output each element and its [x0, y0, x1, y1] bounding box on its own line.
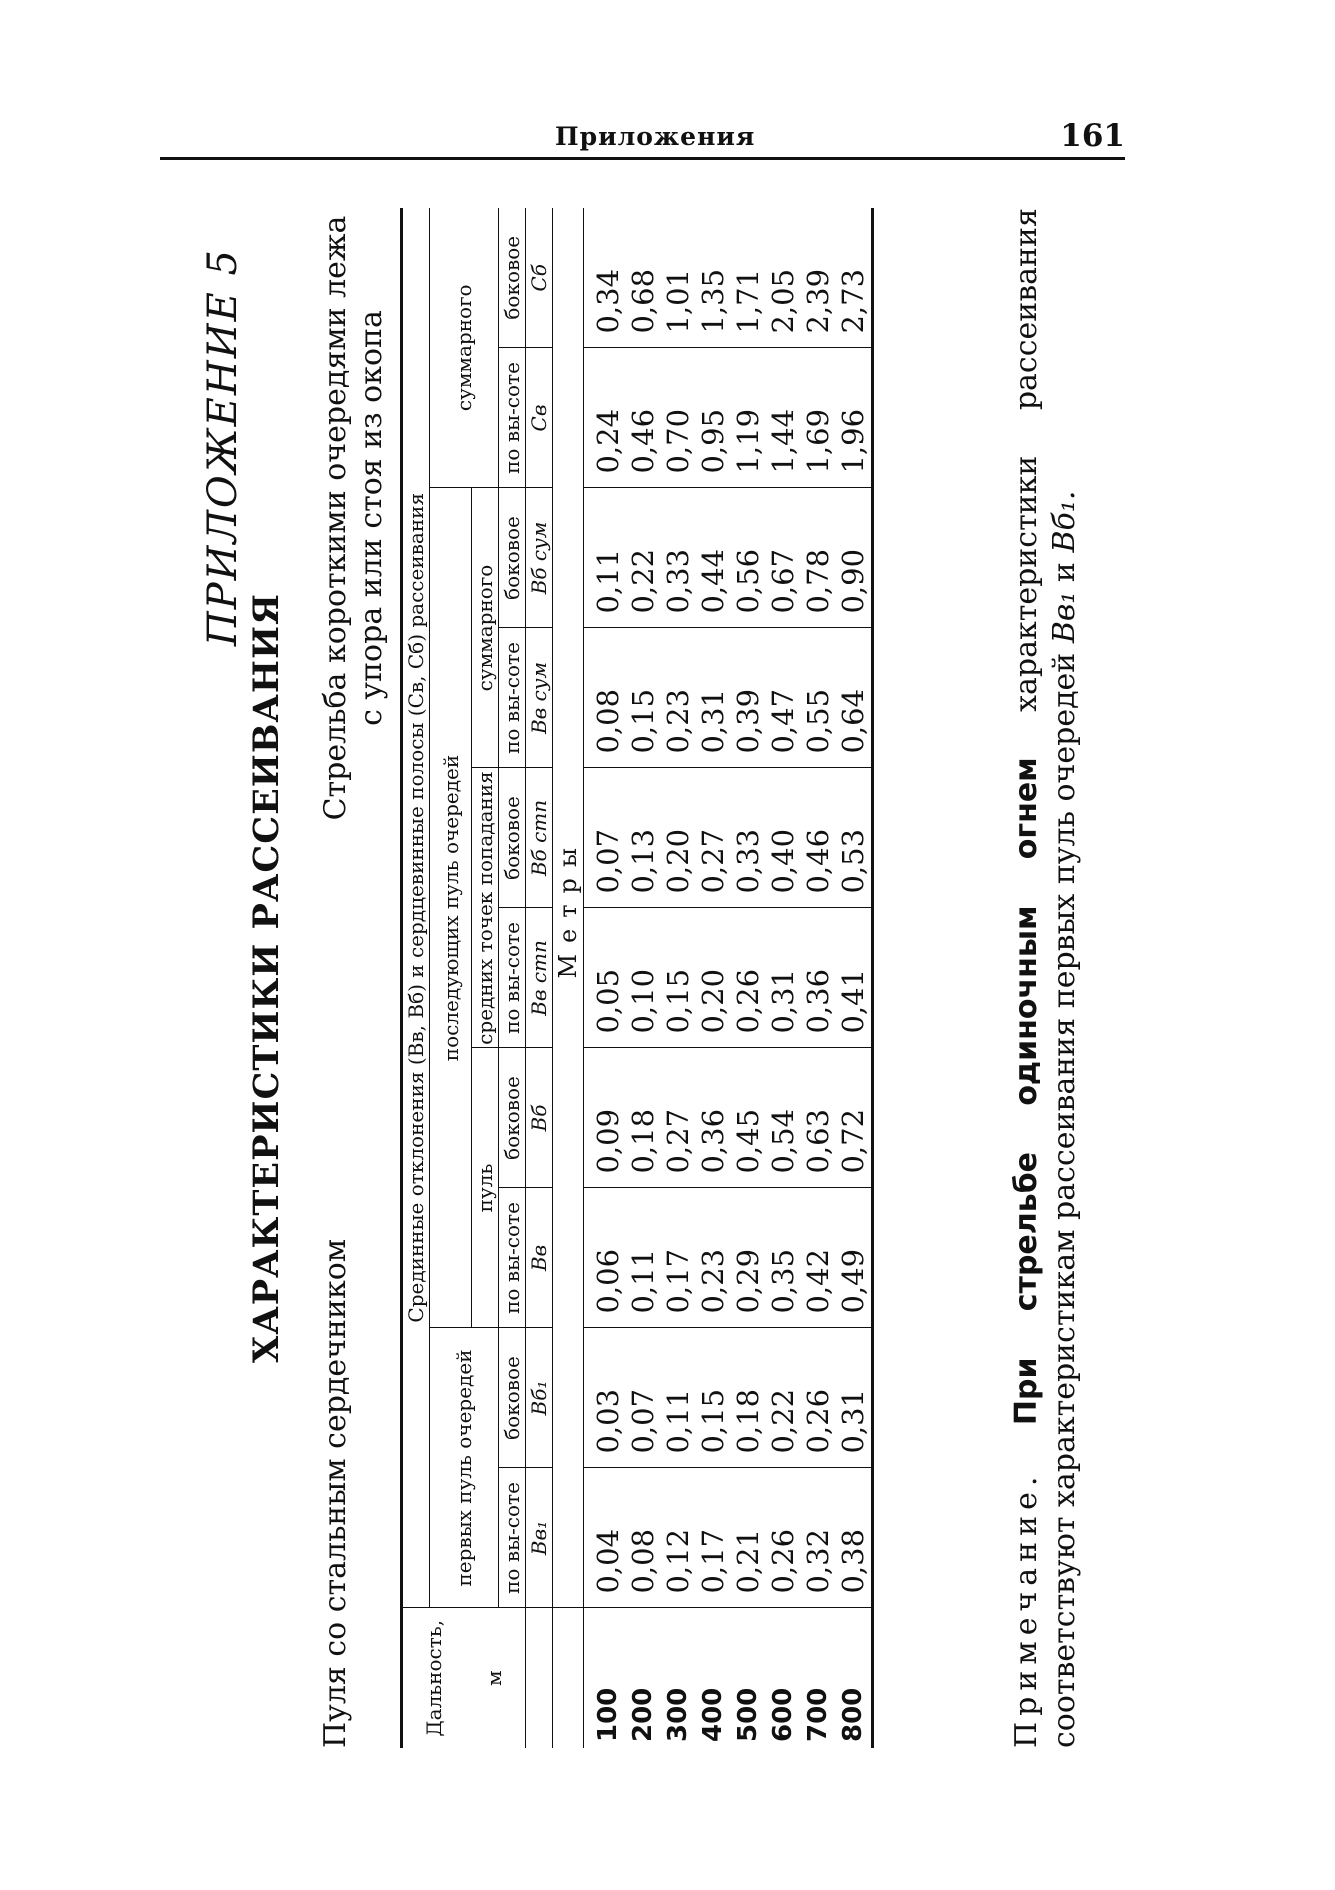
- col-header-height: по вы-соте: [499, 1188, 526, 1328]
- value-cell: 0,29: [731, 1188, 766, 1328]
- table-row: [626, 208, 661, 1748]
- value-cell: 0,33: [661, 488, 696, 628]
- value-cell: 0,12: [661, 1468, 696, 1608]
- value-cell: 0,08: [626, 1468, 661, 1608]
- table-row: [766, 208, 801, 1748]
- value-cell: 0,41: [836, 908, 873, 1048]
- value-cell: 1,35: [696, 208, 731, 348]
- table-row: [801, 208, 836, 1748]
- subsequent-header: последующих пуль очередей: [430, 488, 472, 1328]
- value-cell: 0,44: [696, 488, 731, 628]
- col-header-lateral: боковое: [499, 1328, 526, 1468]
- units-row: Метры: [553, 208, 584, 1608]
- symbol-cell: Вб стп: [526, 768, 553, 908]
- distance-cell: 500: [731, 1608, 766, 1748]
- value-cell: 0,72: [836, 1048, 873, 1188]
- value-cell: 0,31: [836, 1328, 873, 1468]
- value-cell: 2,05: [766, 208, 801, 348]
- table-body: [584, 208, 873, 1748]
- value-cell: 0,78: [801, 488, 836, 628]
- col-header-height: по вы-соте: [499, 348, 526, 488]
- value-cell: 0,31: [766, 908, 801, 1048]
- value-cell: 0,15: [661, 908, 696, 1048]
- value-cell: 0,47: [766, 628, 801, 768]
- col-header-height: по вы-соте: [499, 908, 526, 1048]
- appendix-label: ПРИЛОЖЕНИЕ 5: [200, 248, 246, 647]
- value-cell: 0,22: [626, 488, 661, 628]
- value-cell: 0,27: [696, 768, 731, 908]
- distance-cell: 100: [584, 1608, 627, 1748]
- col-header-height: по вы-соте: [499, 1468, 526, 1608]
- dispersion-table: [400, 208, 874, 1748]
- distance-cell: 400: [696, 1608, 731, 1748]
- group-header: Срединные отклонения (Вв, Вб) и сердцевинные полосы (Св, Сб) рассеивания: [402, 208, 430, 1608]
- value-cell: 0,90: [836, 488, 873, 628]
- col-header-lateral: боковое: [499, 768, 526, 908]
- distance-cell: 200: [626, 1608, 661, 1748]
- value-cell: 0,49: [836, 1188, 873, 1328]
- value-cell: 0,23: [661, 628, 696, 768]
- table-row: [836, 208, 873, 1748]
- distance-header: Дальность, м: [402, 1608, 526, 1748]
- value-cell: 0,56: [731, 488, 766, 628]
- value-cell: 0,20: [661, 768, 696, 908]
- value-cell: 0,11: [584, 488, 627, 628]
- value-cell: 0,55: [801, 628, 836, 768]
- symbol-cell: Вб: [526, 1048, 553, 1188]
- value-cell: 0,06: [584, 1188, 627, 1328]
- value-cell: 0,31: [696, 628, 731, 768]
- value-cell: 0,21: [731, 1468, 766, 1608]
- running-header-title: Приложения: [555, 122, 756, 151]
- value-cell: 0,46: [801, 768, 836, 908]
- symbol-cell: Вв стп: [526, 908, 553, 1048]
- distance-cell: 600: [766, 1608, 801, 1748]
- total-header: суммарного: [430, 208, 499, 488]
- value-cell: 0,26: [731, 908, 766, 1048]
- value-cell: 0,26: [801, 1328, 836, 1468]
- value-cell: 0,42: [801, 1188, 836, 1328]
- value-cell: 0,04: [584, 1468, 627, 1608]
- value-cell: 0,11: [661, 1328, 696, 1468]
- first-bullets-header: первых пуль очередей: [430, 1328, 499, 1608]
- value-cell: 0,17: [661, 1188, 696, 1328]
- symbol-cell: Вв₁: [526, 1468, 553, 1608]
- distance-cell: 700: [801, 1608, 836, 1748]
- value-cell: 0,70: [661, 348, 696, 488]
- value-cell: 0,54: [766, 1048, 801, 1188]
- subtitle-left: Пуля со стальным сердечником: [318, 1238, 353, 1748]
- value-cell: 0,64: [836, 628, 873, 768]
- value-cell: 0,07: [626, 1328, 661, 1468]
- col-header-lateral: боковое: [499, 1048, 526, 1188]
- value-cell: 2,73: [836, 208, 873, 348]
- value-cell: 0,67: [766, 488, 801, 628]
- col-header-height: по вы-соте: [499, 628, 526, 768]
- note-label: Примечание.: [1009, 1470, 1044, 1748]
- value-cell: 0,13: [626, 768, 661, 908]
- table-row: [731, 208, 766, 1748]
- value-cell: 0,10: [626, 908, 661, 1048]
- mean-points-header: средних точек попадания: [472, 768, 499, 1048]
- value-cell: 0,27: [661, 1048, 696, 1188]
- value-cell: 0,17: [696, 1468, 731, 1608]
- note-symbol-1: Вв₁: [1047, 591, 1082, 644]
- value-cell: 0,53: [836, 768, 873, 908]
- value-cell: 0,39: [731, 628, 766, 768]
- note-and: и: [1047, 562, 1082, 583]
- main-title: ХАРАКТЕРИСТИКИ РАССЕИВАНИЯ: [246, 593, 287, 1363]
- value-cell: 0,26: [766, 1468, 801, 1608]
- table-row: [584, 208, 627, 1748]
- symbol-cell: Вв сум: [526, 628, 553, 768]
- value-cell: 1,01: [661, 208, 696, 348]
- value-cell: 1,96: [836, 348, 873, 488]
- value-cell: 0,45: [731, 1048, 766, 1188]
- distance-cell: 300: [661, 1608, 696, 1748]
- page-header: [160, 118, 1125, 160]
- symbol-empty: [526, 1608, 553, 1748]
- symbol-cell: Сб: [526, 208, 553, 348]
- value-cell: 0,34: [584, 208, 627, 348]
- table-row: [696, 208, 731, 1748]
- page-number: 161: [1060, 118, 1125, 154]
- value-cell: 0,35: [766, 1188, 801, 1328]
- header-rule: [160, 157, 1125, 160]
- value-cell: 0,07: [584, 768, 627, 908]
- note-symbol-2: Вб₁.: [1047, 490, 1082, 553]
- value-cell: 0,15: [696, 1328, 731, 1468]
- value-cell: 1,69: [801, 348, 836, 488]
- col-header-lateral: боковое: [499, 488, 526, 628]
- value-cell: 0,11: [626, 1188, 661, 1328]
- value-cell: 0,40: [766, 768, 801, 908]
- symbol-cell: Вб сум: [526, 488, 553, 628]
- value-cell: 0,20: [696, 908, 731, 1048]
- value-cell: 0,63: [801, 1048, 836, 1188]
- value-cell: 0,95: [696, 348, 731, 488]
- value-cell: 1,44: [766, 348, 801, 488]
- total-sub-header: суммарного: [472, 488, 499, 768]
- value-cell: 0,33: [731, 768, 766, 908]
- value-cell: 1,19: [731, 348, 766, 488]
- table-row: [661, 208, 696, 1748]
- value-cell: 0,18: [731, 1328, 766, 1468]
- col-header-lateral: боковое: [499, 208, 526, 348]
- value-cell: 0,03: [584, 1328, 627, 1468]
- value-cell: 0,36: [696, 1048, 731, 1188]
- symbol-cell: Св: [526, 348, 553, 488]
- note: [1008, 208, 1084, 1748]
- units-empty: [553, 1608, 584, 1748]
- value-cell: 2,39: [801, 208, 836, 348]
- value-cell: 0,38: [836, 1468, 873, 1608]
- rotated-page-content: [200, 208, 1120, 1748]
- note-text: характеристики рассеивания соответствуют характеристикам рассеивания первых пуль очередей: [1009, 208, 1082, 1748]
- value-cell: 0,18: [626, 1048, 661, 1188]
- subtitle-right: Стрельба короткими очередями лежа с упора или стоя из окопа: [318, 215, 389, 821]
- value-cell: 0,22: [766, 1328, 801, 1468]
- value-cell: 0,05: [584, 908, 627, 1048]
- value-cell: 1,71: [731, 208, 766, 348]
- value-cell: 0,23: [696, 1188, 731, 1328]
- value-cell: 0,32: [801, 1468, 836, 1608]
- value-cell: 0,24: [584, 348, 627, 488]
- value-cell: 0,08: [584, 628, 627, 768]
- distance-cell: 800: [836, 1608, 873, 1748]
- note-bold-text: При стрельбе одиночным огнем: [1009, 757, 1044, 1426]
- value-cell: 0,68: [626, 208, 661, 348]
- symbol-cell: Вб₁: [526, 1328, 553, 1468]
- symbol-cell: Вв: [526, 1188, 553, 1328]
- bullets-header: пуль: [472, 1048, 499, 1328]
- value-cell: 0,09: [584, 1048, 627, 1188]
- value-cell: 0,36: [801, 908, 836, 1048]
- value-cell: 0,46: [626, 348, 661, 488]
- value-cell: 0,15: [626, 628, 661, 768]
